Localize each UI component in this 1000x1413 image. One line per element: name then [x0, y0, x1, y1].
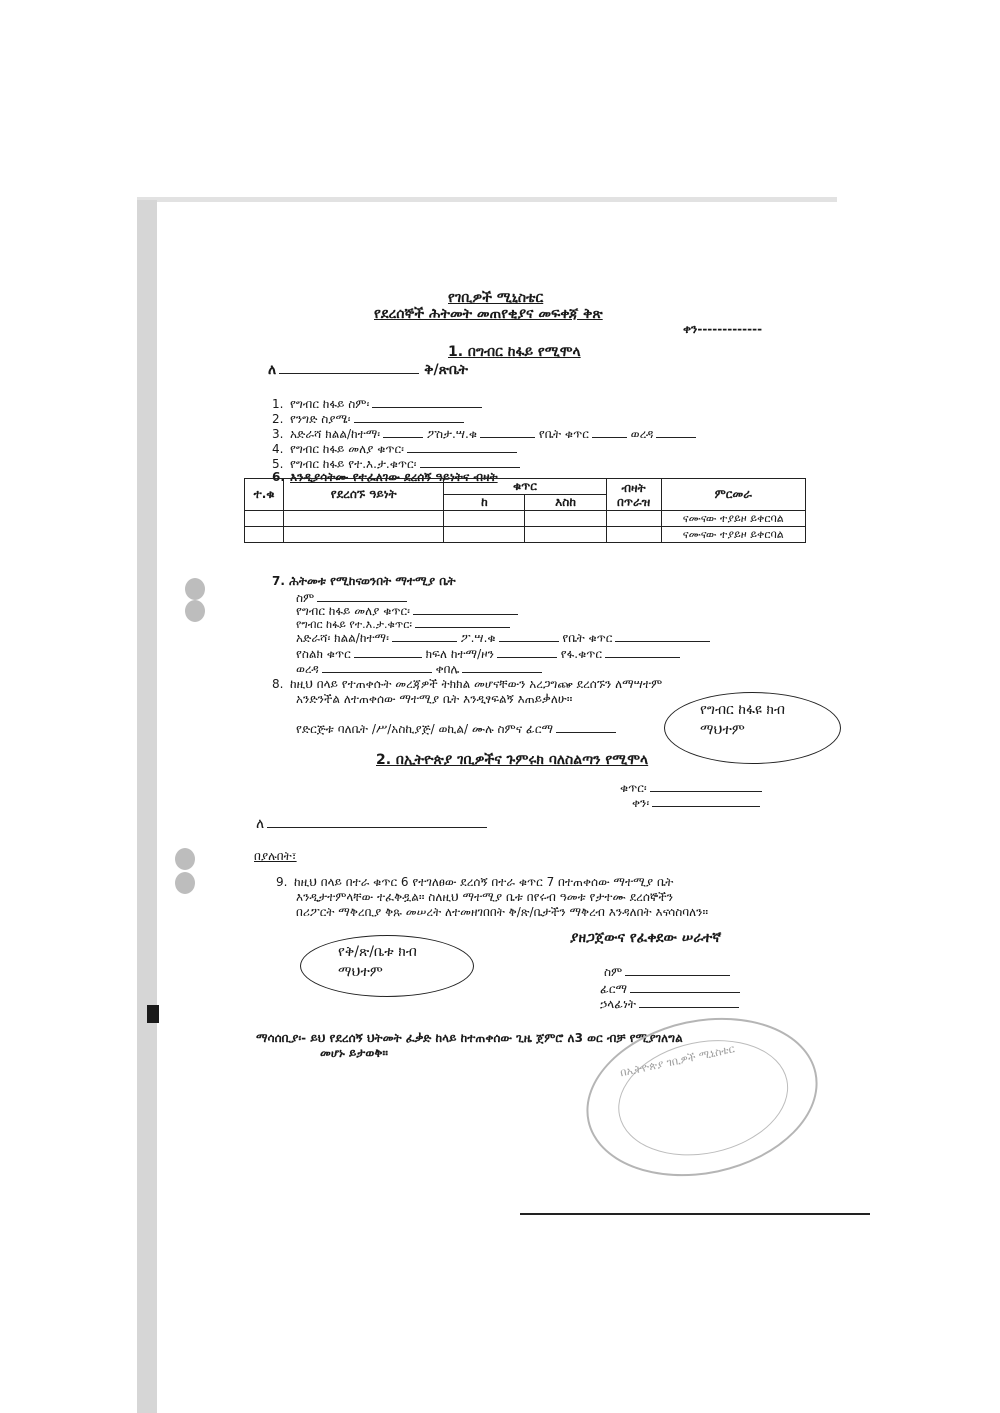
field-receipt-type: 6. እንዲያሳትሙ የተፈለገው ደረሰኝ ዓይነትና ብዛት — [272, 470, 498, 484]
printer-address: አድራሻ፡ ክልል/ከተማ፡ ፖ.ሣ.ቁ የቤት ቁጥር — [296, 631, 710, 646]
to-office: ለ — [256, 816, 487, 832]
ministry-title: የገቢዎች ሚኒስቴር — [448, 290, 544, 306]
section1-heading: 1. በግብር ከፋይ የሚሞላ — [448, 344, 581, 360]
col-from-header: ከ — [444, 495, 525, 511]
official-stamp — [572, 997, 833, 1196]
field-trade-name: 2. የንግድ ስያሜ፡ — [272, 412, 464, 427]
table-row — [245, 527, 806, 543]
punch-hole — [175, 848, 195, 870]
preparer-name: ስም — [604, 965, 730, 980]
approval-body: 9. ከዚህ በላይ በተራ ቁጥር 6 የተገለፀው ደረሰኝ በተራ ቁጥር 7 በተጠቀሰው ማተሚያ ቤት — [276, 875, 674, 889]
printer-vat: የግብር ከፋይ የተ.እ.ታ.ቁጥር፡ — [296, 618, 510, 632]
approval-body-line2: እንዲታተምላቸው ተፈቅዷል። ስለዚህ ማተሚያ ቤቱ በየሩብ ዓመቱ የታተሙ ደረሰኞችን — [296, 890, 674, 904]
taxpayer-seal-line1: የግብር ከፋዩ ክብ — [700, 702, 786, 718]
printer-heading: 7. ሕትመቱ የሚከናወንበት ማተሚያ ቤት — [272, 574, 456, 588]
subject-line: በያሉበት፣ — [254, 849, 297, 863]
scan-mark — [147, 1005, 159, 1023]
scan-edge-top — [137, 197, 837, 202]
preparer-title: ያዘጋጀውና የፈቀደው ሠራተኛ — [570, 930, 722, 946]
punch-hole — [185, 600, 205, 622]
col-quantity-header: ብዛት በጥራዝ — [606, 479, 661, 511]
field-address: 3. አድራሻ ክልል/ከተማ፡ ፖስታ.ሣ.ቁ የቤት ቁጥር ወረዳ — [272, 427, 696, 442]
ref-number: ቁጥር፡ — [620, 781, 762, 796]
table-row — [245, 511, 806, 527]
office-seal-line2: ማህተም — [338, 964, 383, 980]
addressee-line: ለ ቅ/ጽቤት — [268, 362, 468, 378]
row-remark: ናሙናው ተያይዞ ይቀርባል — [661, 511, 806, 527]
col-to-header: እስከ — [525, 495, 606, 511]
approval-body-line3: በሪፖርት ማቅረቢያ ቅጹ መሠረት ለተመዘገበበት ቅ/ጽ/ቤታችን ማቅረብ እንዳለበት እናሳስባለን። — [296, 905, 709, 919]
scan-edge-left — [137, 200, 157, 1413]
col-no-header: ተ.ቁ — [245, 479, 284, 511]
declaration-line2: አንድንችል ለተጠቀሰው ማተሚያ ቤት እንዲፃፍልኝ እጠይቃለሁ። — [296, 692, 573, 706]
preparer-position: ኃላፊነት — [600, 997, 739, 1012]
punch-hole — [175, 872, 195, 894]
date-field: ቀን------------- — [683, 322, 763, 336]
printer-woreda: ወረዳ ቀበሌ — [296, 662, 542, 677]
printer-phone: የስልክ ቁጥር ክፍለ ከተማ/ዞን የፋ.ቁጥር — [296, 647, 680, 662]
field-vat: 5. የግብር ከፋይ የተ.እ.ታ.ቁጥር፡ — [272, 457, 520, 472]
note: ማሳሰቢያ፡- ይህ የደረሰኝ ህትመት ፈቃድ ከላይ ከተጠቀሰው ጊዜ ጀምሮ ለ3 ወር ብቻ የሚያገለግል — [256, 1031, 683, 1045]
ref-date: ቀን፡ — [632, 796, 760, 811]
taxpayer-seal-line2: ማህተም — [700, 722, 745, 738]
printer-tin: የግብር ከፋይ መለያ ቁጥር፡ — [296, 604, 518, 619]
section2-heading: 2. በኢትዮጵያ ገቢዎችና ጉምሩክ ባለስልጣን የሚሞላ — [376, 752, 649, 768]
declaration: 8. ከዚህ በላይ የተጠቀሱት መረጃዎች ትክክል መሆናቸውን አረጋግጬ ደረሰኙን ለማሣተም — [272, 677, 663, 691]
field-tin: 4. የግብር ከፋይ መለያ ቁጥር፡ — [272, 442, 517, 457]
col-number-header: ቁጥር — [444, 479, 606, 495]
punch-hole — [185, 578, 205, 600]
row-remark: ናሙናው ተያይዞ ይቀርባል — [661, 527, 806, 543]
bottom-rule — [520, 1213, 870, 1215]
note-line2: መሆኑ ይታወቅ። — [320, 1046, 388, 1060]
owner-signature: የድርጅቱ ባለቤት /ሥ/አስኪያጅ/ ወኪል/ ሙሉ ስምና ፊርማ — [296, 722, 616, 737]
receipt-table — [244, 478, 806, 543]
col-type-header: የደረሰኙ ዓይነት — [284, 479, 444, 511]
col-remark-header: ምርመራ — [661, 479, 806, 511]
preparer-sign: ፊርማ — [600, 982, 740, 997]
form-title: የደረሰኞች ሕትመት መጠየቂያና መፍቀጃ ቅጽ — [374, 306, 603, 322]
office-seal-line1: የቅ/ጽ/ቤቱ ክብ — [338, 944, 417, 960]
field-tax-payer-name: 1. የግብር ከፋይ ስም፡ — [272, 397, 482, 412]
stamp-text: በኢትዮጵያ ገቢዎች ሚኒስቴር — [618, 1042, 736, 1080]
printer-name: ስም — [296, 591, 407, 606]
